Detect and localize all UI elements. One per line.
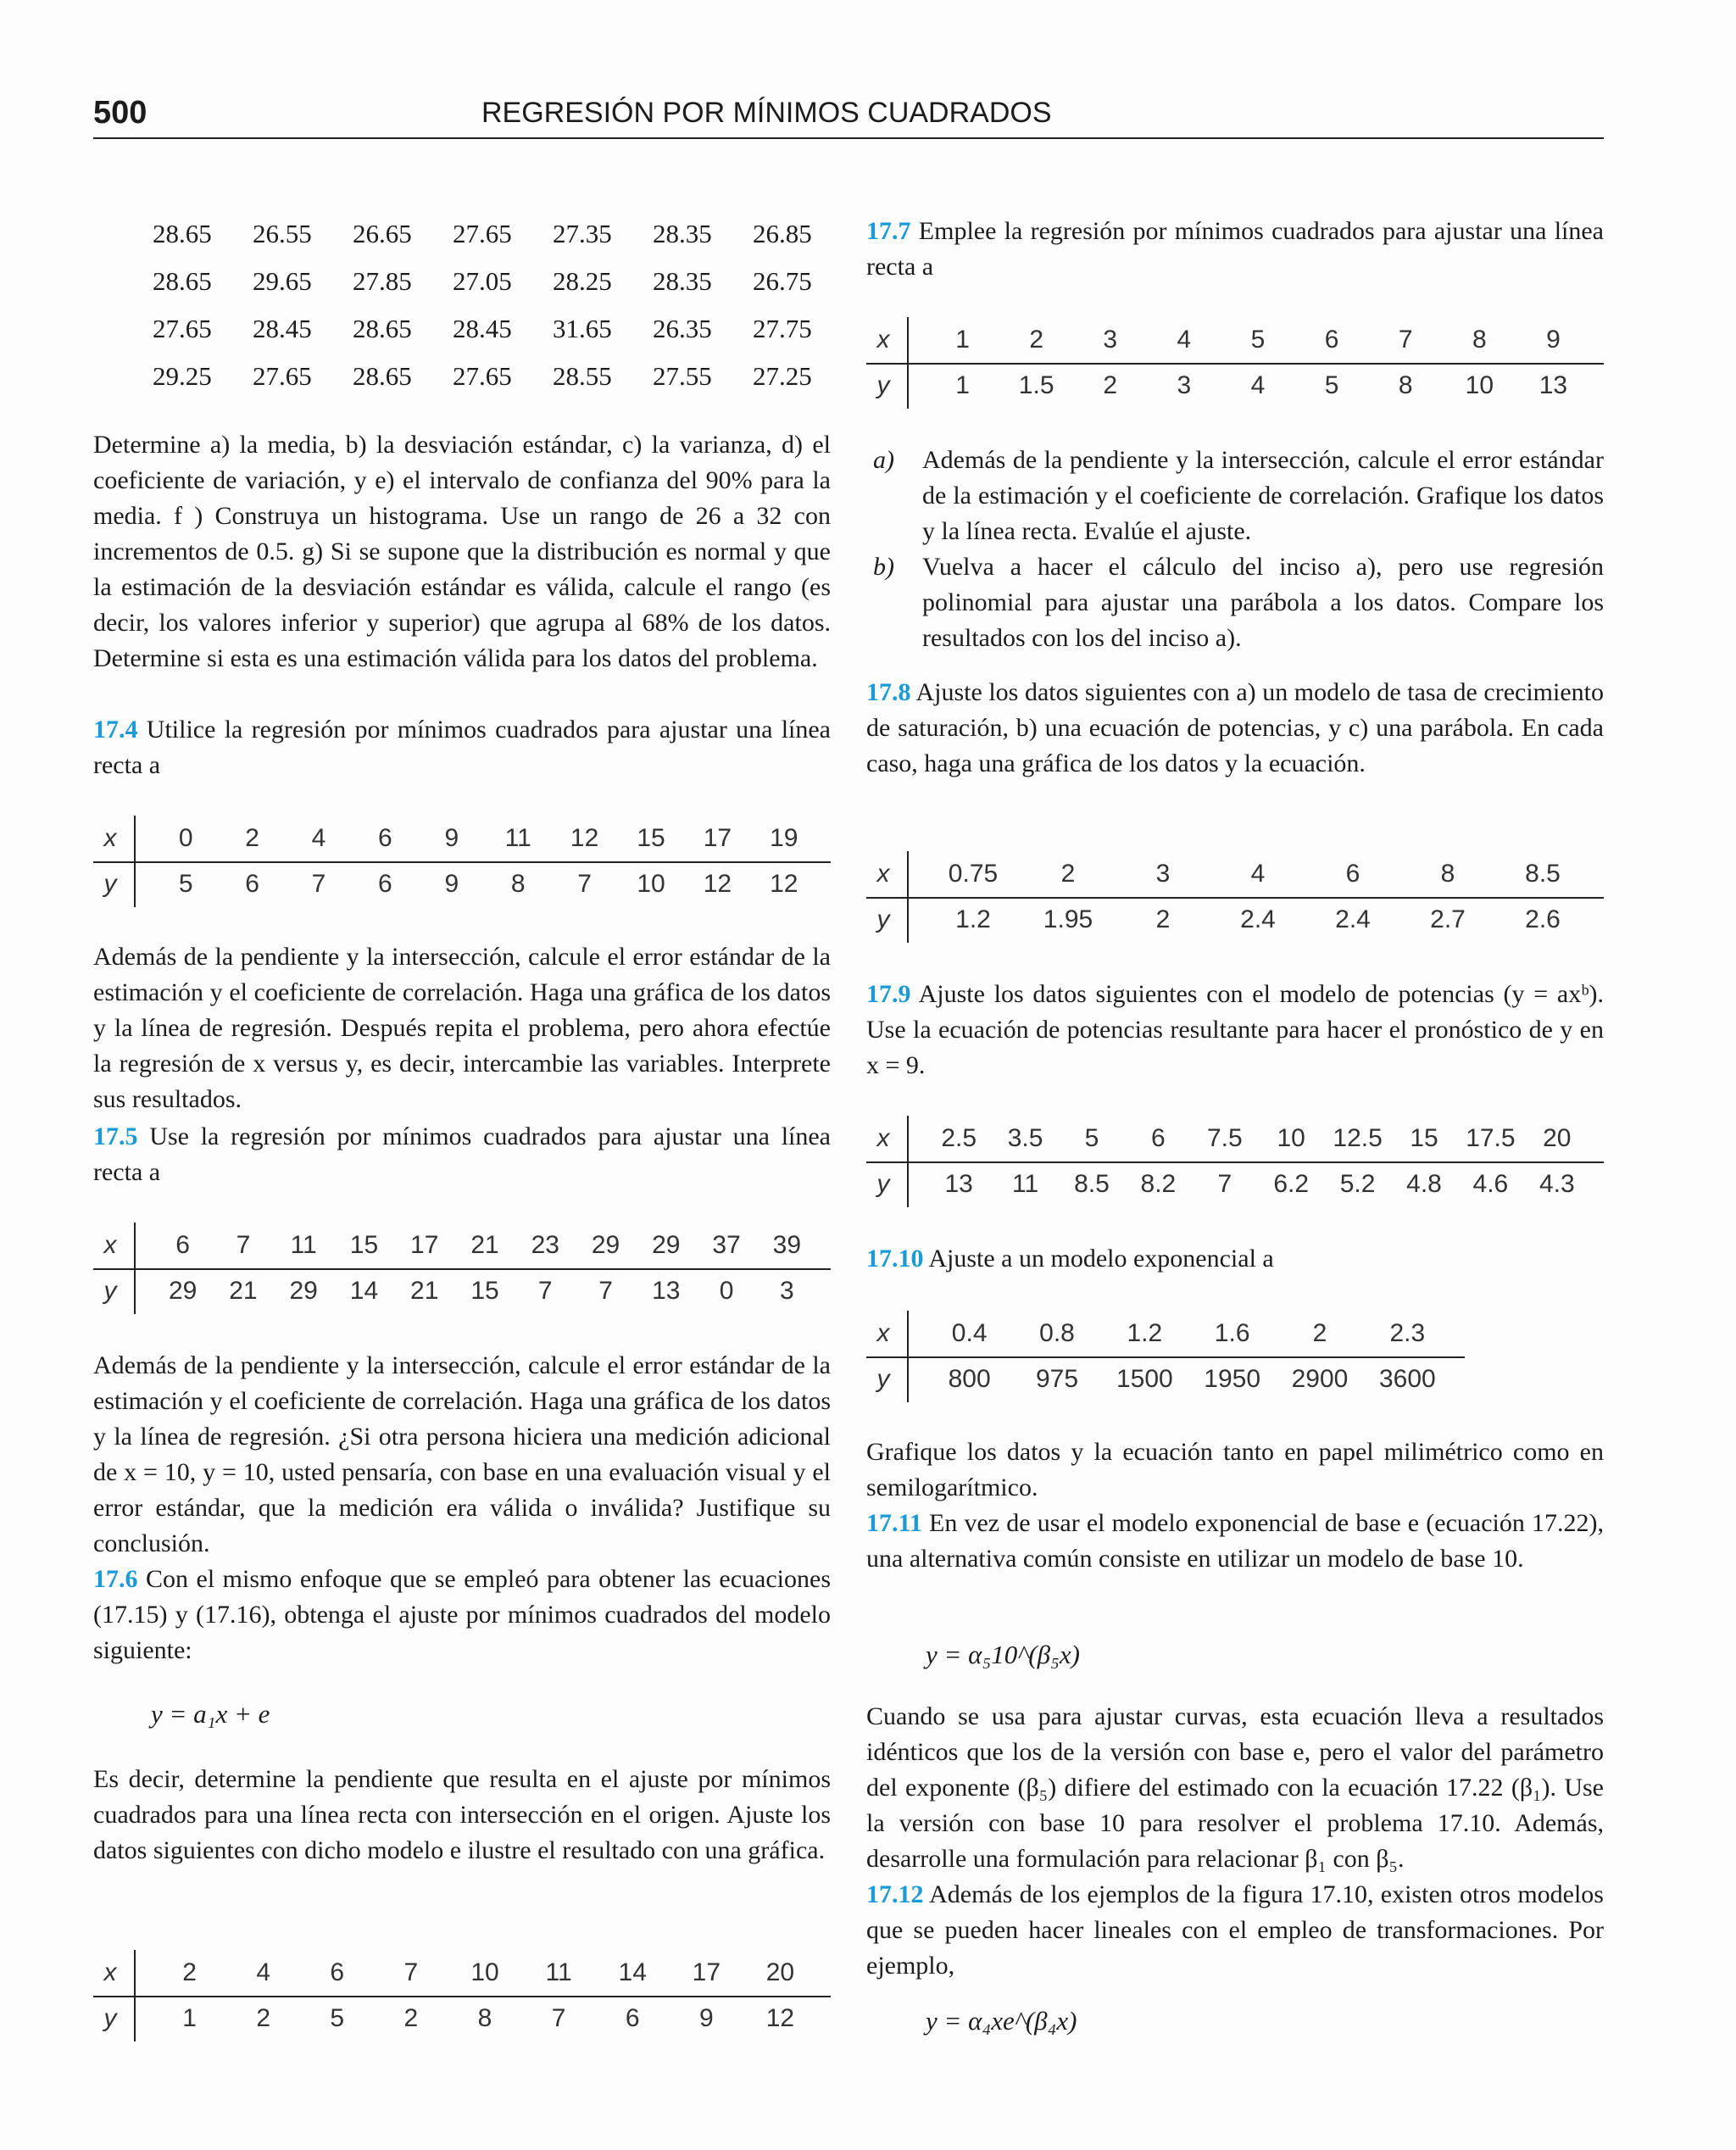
x-label: x <box>103 1231 117 1259</box>
table-cell: 7.5 <box>1206 1124 1243 1152</box>
list-item <box>866 443 1604 549</box>
table-cell: 1950 <box>1204 1365 1261 1393</box>
table-cell: 8 <box>1398 371 1413 399</box>
table-cell: 0 <box>178 824 193 852</box>
table-cell: 2.4 <box>1240 905 1276 933</box>
grid-cell: 28.45 <box>453 314 512 343</box>
grid-cell: 28.65 <box>153 266 212 296</box>
problem-text: En vez de usar el modelo exponencial de base e (ecuación 17.22), una alternativa común consiste en utilizar un modelo de base 10. <box>866 1509 1604 1573</box>
table-divider <box>134 816 136 907</box>
table-rule <box>93 1996 831 1997</box>
table-cell: 6.2 <box>1273 1170 1310 1198</box>
table-cell: 1.6 <box>1214 1319 1250 1347</box>
table-cell: 2900 <box>1291 1365 1349 1393</box>
table-row <box>93 1223 831 1268</box>
item-tag: a) <box>873 446 894 474</box>
grid-cell: 28.35 <box>653 219 712 248</box>
table-cell: 21 <box>470 1231 499 1259</box>
grid-cell: 27.35 <box>553 219 612 248</box>
table-cell: 2 <box>182 1958 197 1986</box>
table-cell: 29 <box>652 1231 681 1259</box>
table-cell: 1500 <box>1116 1365 1173 1393</box>
problem-text: Ajuste los datos siguientes con el modelo de potencias (y = axᵇ). Use la ecuación de potencias resultante para hacer el pronóstico de y en x = 9. <box>866 980 1604 1079</box>
table-cell: 6 <box>625 2004 640 2032</box>
table-cell: 6 <box>330 1958 345 1986</box>
grid-cell: 28.65 <box>153 219 212 248</box>
problem-text: Ajuste a un modelo exponencial a <box>928 1245 1274 1273</box>
table-cell: 7 <box>1398 326 1413 354</box>
table-cell: 13 <box>1538 371 1568 399</box>
table-cell: 14 <box>349 1277 379 1305</box>
table-row <box>93 1996 831 2041</box>
table-cell: 5 <box>1084 1124 1099 1152</box>
table-cell: 15 <box>637 824 665 852</box>
item-tag: b) <box>873 553 894 581</box>
grid-cell: 26.35 <box>653 314 712 343</box>
grid-cell: 27.65 <box>453 361 512 391</box>
table-cell: 4 <box>1250 860 1266 888</box>
table-cell: 2.6 <box>1525 905 1561 933</box>
table-cell: 1.2 <box>955 905 991 933</box>
table-divider <box>907 317 909 409</box>
paragraph: Además de la pendiente y la intersección, calcule el error estándar de la estimación y el coeficiente de correlación. Haga una gráfica de los datos y la línea de regresión. ¿Si otra persona hiciera una medición adicional de x = 10, y = 10, usted pensaría, con base en una evaluación visual y el error estándar, que la medición era válida o inválida? Justifique su conclusión. <box>93 1351 831 1557</box>
table-row <box>93 861 831 907</box>
table-cell: 6 <box>175 1231 190 1259</box>
table-rule <box>93 861 831 863</box>
running-header-title: REGRESIÓN POR MÍNIMOS CUADRADOS <box>481 97 1052 129</box>
table-cell: 17 <box>692 1958 721 1986</box>
table-cell: 800 <box>948 1365 991 1393</box>
page-number: 500 <box>93 95 147 131</box>
table-row <box>866 363 1604 409</box>
grid-cell: 28.25 <box>553 266 612 296</box>
table-row <box>866 1311 1465 1356</box>
data-table-17-5 <box>93 1223 831 1314</box>
table-cell: 12 <box>770 870 798 898</box>
table-cell: 7 <box>403 1958 419 1986</box>
table-cell: 5 <box>1250 326 1266 354</box>
table-cell: 29 <box>591 1231 620 1259</box>
table-cell: 1.5 <box>1018 371 1054 399</box>
grid-cell: 28.65 <box>353 361 412 391</box>
table-cell: 8 <box>477 2004 492 2032</box>
table-cell: 6 <box>378 870 392 898</box>
problem-text: Con el mismo enfoque que se empleó para obtener las ecuaciones (17.15) y (17.16), obtenga el ajuste por mínimos cuadrados del modelo siguiente: <box>93 1565 831 1664</box>
table-cell: 4 <box>1177 326 1192 354</box>
table-divider <box>907 1116 909 1207</box>
table-cell: 2 <box>1029 326 1043 354</box>
table-rule <box>93 1268 831 1270</box>
table-cell: 15 <box>349 1231 379 1259</box>
table-cell: 11 <box>290 1231 317 1259</box>
item-text: Vuelva a hacer el cálculo del inciso a), pero use regresión polinomial para ajustar una parábola a los datos. Compare los resultados con los del inciso a). <box>922 553 1604 652</box>
problem-number: 17.9 <box>866 980 911 1008</box>
table-cell: 12 <box>765 2004 795 2032</box>
problem-number: 17.5 <box>93 1122 138 1150</box>
table-cell: 20 <box>1543 1124 1572 1152</box>
table-cell: 8.5 <box>1525 860 1561 888</box>
table-cell: 29 <box>289 1277 318 1305</box>
item-text: Además de la pendiente y la intersección, calcule el error estándar de la estimación y el coeficiente de correlación. Grafique los datos y la línea recta. Evalúe el ajuste. <box>922 446 1604 545</box>
header-rule <box>93 137 1604 139</box>
table-divider <box>907 1311 909 1402</box>
problem-text: Use la regresión por mínimos cuadrados para ajustar una línea recta a <box>93 1122 832 1186</box>
problem-number: 17.6 <box>93 1565 138 1593</box>
paragraph: Grafique los datos y la ecuación tanto en papel milimétrico como en semilogarítmico. <box>866 1438 1604 1501</box>
paragraph: Además de la pendiente y la intersección, calcule el error estándar de la estimación y el coeficiente de correlación. Haga una gráfica de los datos y la línea de regresión. Después repita el problema, pero ahora efectúe la regresión de x versus y, es decir, intercambie las variables. Interprete sus resultados. <box>93 943 831 1113</box>
table-cell: 11 <box>545 1958 572 1986</box>
problem-17-5-after <box>93 1348 831 1562</box>
problem-text: Ajuste los datos siguientes con a) un modelo de tasa de crecimiento de saturación, b) una ecuación de potencias, y c) una parábola. En cada caso, haga una gráfica de los datos y la ecuación. <box>866 678 1604 777</box>
table-cell: 2 <box>1103 371 1118 399</box>
table-row <box>866 1356 1465 1402</box>
table-cell: 1.2 <box>1127 1319 1163 1347</box>
grid-cell: 26.55 <box>253 219 312 248</box>
table-cell: 7 <box>311 870 326 898</box>
table-cell: 11 <box>1012 1170 1039 1198</box>
table-cell: 15 <box>1410 1124 1438 1152</box>
table-rule <box>866 897 1604 899</box>
table-cell: 13 <box>944 1170 973 1198</box>
table-cell: 8 <box>510 870 526 898</box>
problem-17-7-items <box>866 443 1604 656</box>
table-cell: 2.7 <box>1430 905 1466 933</box>
table-row <box>93 816 831 861</box>
table-cell: 37 <box>712 1231 741 1259</box>
table-cell: 2 <box>1155 905 1171 933</box>
problem-number: 17.8 <box>866 678 911 706</box>
table-cell: 6 <box>245 870 259 898</box>
problem-17-12 <box>866 1877 1604 1984</box>
grid-cell: 27.25 <box>753 361 812 391</box>
table-cell: 2.3 <box>1389 1319 1426 1347</box>
table-cell: 5 <box>330 2004 345 2032</box>
table-rule <box>866 363 1604 365</box>
table-cell: 7 <box>551 2004 566 2032</box>
y-label: y <box>876 905 890 933</box>
table-cell: 10 <box>1465 371 1494 399</box>
table-cell: 4 <box>256 1958 270 1986</box>
table-cell: 4.8 <box>1406 1170 1442 1198</box>
x-label: x <box>103 1958 117 1986</box>
data-table-17-4 <box>93 816 831 907</box>
table-cell: 10 <box>1277 1124 1305 1152</box>
x-label: x <box>876 860 890 888</box>
grid-cell: 27.75 <box>753 314 812 343</box>
table-cell: 12 <box>703 870 732 898</box>
paragraph: Determine a) la media, b) la desviación estándar, c) la varianza, d) el coeficiente de variación, y e) el intervalo de confianza del 90% para la media. f ) Construya un histograma. Use un rango de 26 a 32 con incrementos de 0.5. g) Si se supone que la distribución es normal y que la estimación de la desviación estándar es válida, calcule el rango (es decir, los valores inferior y superior) que agrupa al 68% de los datos. Determine si esta es una estimación válida para los datos del problema. <box>93 431 831 672</box>
data-table-17-6 <box>93 1950 831 2041</box>
paragraph: Es decir, determine la pendiente que resulta en el ajuste por mínimos cuadrados para una línea recta con intersección en el origen. Ajuste los datos siguientes con dicho modelo e ilustre el resultado con una gráfica. <box>93 1765 831 1864</box>
y-label: y <box>876 1170 890 1198</box>
table-cell: 7 <box>537 1277 553 1305</box>
table-rule <box>866 1161 1604 1163</box>
table-cell: 13 <box>652 1277 681 1305</box>
table-rule <box>866 1356 1465 1358</box>
grid-cell: 26.85 <box>753 219 812 248</box>
grid-cell: 27.05 <box>453 266 512 296</box>
table-cell: 39 <box>772 1231 802 1259</box>
grid-cell: 26.65 <box>353 219 412 248</box>
table-cell: 17 <box>410 1231 439 1259</box>
grid-cell: 27.65 <box>453 219 512 248</box>
grid-row <box>153 353 853 400</box>
problem-number: 17.7 <box>866 217 911 245</box>
table-cell: 6 <box>1345 860 1360 888</box>
table-cell: 1.95 <box>1043 905 1093 933</box>
table-cell: 4.6 <box>1472 1170 1509 1198</box>
table-divider <box>134 1223 136 1314</box>
grid-cell: 28.65 <box>353 314 412 343</box>
table-cell: 17 <box>703 824 732 852</box>
problem-number: 17.4 <box>93 716 138 744</box>
problem-17-10-after <box>866 1434 1604 1506</box>
table-cell: 4.3 <box>1538 1170 1575 1198</box>
table-cell: 6 <box>1324 326 1339 354</box>
problem-number: 17.10 <box>866 1245 924 1273</box>
table-cell: 12 <box>570 824 599 852</box>
table-cell: 2 <box>256 2004 270 2032</box>
x-label: x <box>876 1124 890 1152</box>
table-cell: 7 <box>577 870 592 898</box>
table-cell: 0 <box>719 1277 734 1305</box>
table-row <box>866 1116 1604 1161</box>
table-cell: 0.8 <box>1039 1319 1075 1347</box>
problem-17-10 <box>866 1241 1604 1277</box>
problem-17-11 <box>866 1506 1604 1577</box>
problem-number: 17.12 <box>866 1880 924 1908</box>
grid-row <box>153 210 853 258</box>
table-cell: 11 <box>504 824 531 852</box>
problem-text: Utilice la regresión por mínimos cuadrados para ajustar una línea recta a <box>93 716 831 779</box>
table-cell: 21 <box>410 1277 439 1305</box>
table-row <box>866 1161 1604 1207</box>
table-cell: 8.2 <box>1140 1170 1177 1198</box>
y-label: y <box>103 2004 117 2032</box>
data-table-17-7 <box>866 317 1604 409</box>
table-divider <box>134 1950 136 2041</box>
grid-row <box>153 258 853 305</box>
x-label: x <box>876 326 890 354</box>
paragraph: Cuando se usa para ajustar curvas, esta ecuación lleva a resultados idénticos que los de la versión con base e, pero el valor del parámetro del exponente (β₅) difiere del estimado con la ecuación 17.22 (β₁). Use la versión con base 10 para resolver el problema 17.10. Además, desarrolle una formulación para relacionar β₁ con β₅. <box>866 1702 1604 1873</box>
table-cell: 2 <box>403 2004 419 2032</box>
table-cell: 2.4 <box>1335 905 1371 933</box>
x-label: x <box>103 824 117 852</box>
table-cell: 10 <box>470 1958 499 1986</box>
grid-cell: 28.45 <box>253 314 312 343</box>
problem-17-4 <box>93 712 831 783</box>
grid-cell: 27.85 <box>353 266 412 296</box>
grid-cell: 31.65 <box>553 314 612 343</box>
problem-17-8 <box>866 675 1604 782</box>
grid-cell: 27.65 <box>153 314 212 343</box>
problem-text: Emplee la regresión por mínimos cuadrados para ajustar una línea recta a <box>866 217 1605 281</box>
problem-number: 17.11 <box>866 1509 922 1537</box>
table-cell: 29 <box>168 1277 198 1305</box>
table-cell: 8.5 <box>1074 1170 1110 1198</box>
table-cell: 3600 <box>1378 1365 1436 1393</box>
grid-cell: 29.65 <box>253 266 312 296</box>
table-cell: 20 <box>765 1958 795 1986</box>
table-cell: 7 <box>236 1231 251 1259</box>
table-cell: 10 <box>637 870 665 898</box>
table-row <box>866 317 1604 363</box>
y-label: y <box>103 1277 117 1305</box>
grid-cell: 28.35 <box>653 266 712 296</box>
equation-17-12: y = α₄xe^(β₄x) <box>926 2006 1077 2036</box>
equation-17-6: y = a₁x + e <box>151 1699 270 1729</box>
grid-cell: 27.55 <box>653 361 712 391</box>
table-cell: 1 <box>182 2004 197 2032</box>
y-label: y <box>876 371 890 399</box>
table-cell: 4 <box>1250 371 1266 399</box>
problem-17-7 <box>866 214 1604 285</box>
table-cell: 9 <box>698 2004 714 2032</box>
y-label: y <box>103 870 117 898</box>
table-row <box>93 1950 831 1996</box>
table-cell: 0.4 <box>951 1319 988 1347</box>
table-cell: 7 <box>598 1277 613 1305</box>
table-cell: 1 <box>955 371 970 399</box>
table-cell: 17.5 <box>1466 1124 1516 1152</box>
grid-cell: 27.65 <box>253 361 312 391</box>
table-cell: 2 <box>1060 860 1076 888</box>
grid-row <box>153 305 853 353</box>
problem-17-5 <box>93 1119 831 1190</box>
list-item <box>866 549 1604 656</box>
problem-17-9 <box>866 977 1604 1083</box>
table-cell: 9 <box>444 824 459 852</box>
table-cell: 1 <box>955 326 970 354</box>
grid-cell: 28.55 <box>553 361 612 391</box>
table-cell: 3 <box>1103 326 1118 354</box>
grid-cell: 29.25 <box>153 361 212 391</box>
data-table-17-8 <box>866 851 1604 943</box>
table-cell: 975 <box>1035 1365 1079 1393</box>
equation-17-11: y = α₅10^(β₅x) <box>926 1640 1080 1669</box>
table-row <box>866 897 1604 943</box>
table-cell: 23 <box>531 1231 559 1259</box>
problem-text: Además de los ejemplos de la figura 17.10, existen otros modelos que se pueden hacer lineales con el empleo de transformaciones. Por ejemplo, <box>866 1880 1604 1980</box>
data-table-17-9 <box>866 1116 1604 1207</box>
table-cell: 0.75 <box>948 860 999 888</box>
table-cell: 12.5 <box>1333 1124 1383 1152</box>
table-cell: 9 <box>444 870 459 898</box>
table-cell: 8 <box>1472 326 1487 354</box>
y-label: y <box>876 1365 890 1393</box>
table-cell: 9 <box>1546 326 1561 354</box>
table-cell: 5.2 <box>1339 1170 1376 1198</box>
problem-17-3-continuation <box>93 427 831 677</box>
data-table-17-10 <box>866 1311 1465 1402</box>
problem-17-6 <box>93 1562 831 1668</box>
x-label: x <box>876 1319 890 1347</box>
problem-17-11-after <box>866 1699 1604 1877</box>
problem-17-4-after <box>93 939 831 1117</box>
table-cell: 2 <box>245 824 259 852</box>
grid-cell: 26.75 <box>753 266 812 296</box>
table-cell: 19 <box>770 824 798 852</box>
table-row <box>866 851 1604 897</box>
table-cell: 3 <box>1155 860 1171 888</box>
table-cell: 5 <box>1324 371 1339 399</box>
problem-17-6-after <box>93 1762 831 1869</box>
table-cell: 2.5 <box>941 1124 977 1152</box>
table-cell: 3 <box>780 1277 794 1305</box>
table-cell: 2 <box>1312 1319 1327 1347</box>
table-row <box>93 1268 831 1314</box>
table-cell: 3.5 <box>1007 1124 1043 1152</box>
table-cell: 6 <box>1151 1124 1166 1152</box>
table-cell: 7 <box>1217 1170 1232 1198</box>
table-cell: 3 <box>1177 371 1192 399</box>
table-cell: 6 <box>378 824 392 852</box>
table-cell: 14 <box>618 1958 647 1986</box>
data-grid <box>153 210 853 400</box>
table-cell: 8 <box>1440 860 1455 888</box>
table-cell: 15 <box>470 1277 499 1305</box>
table-cell: 5 <box>178 870 193 898</box>
table-divider <box>907 851 909 943</box>
table-cell: 21 <box>229 1277 258 1305</box>
table-cell: 4 <box>311 824 326 852</box>
